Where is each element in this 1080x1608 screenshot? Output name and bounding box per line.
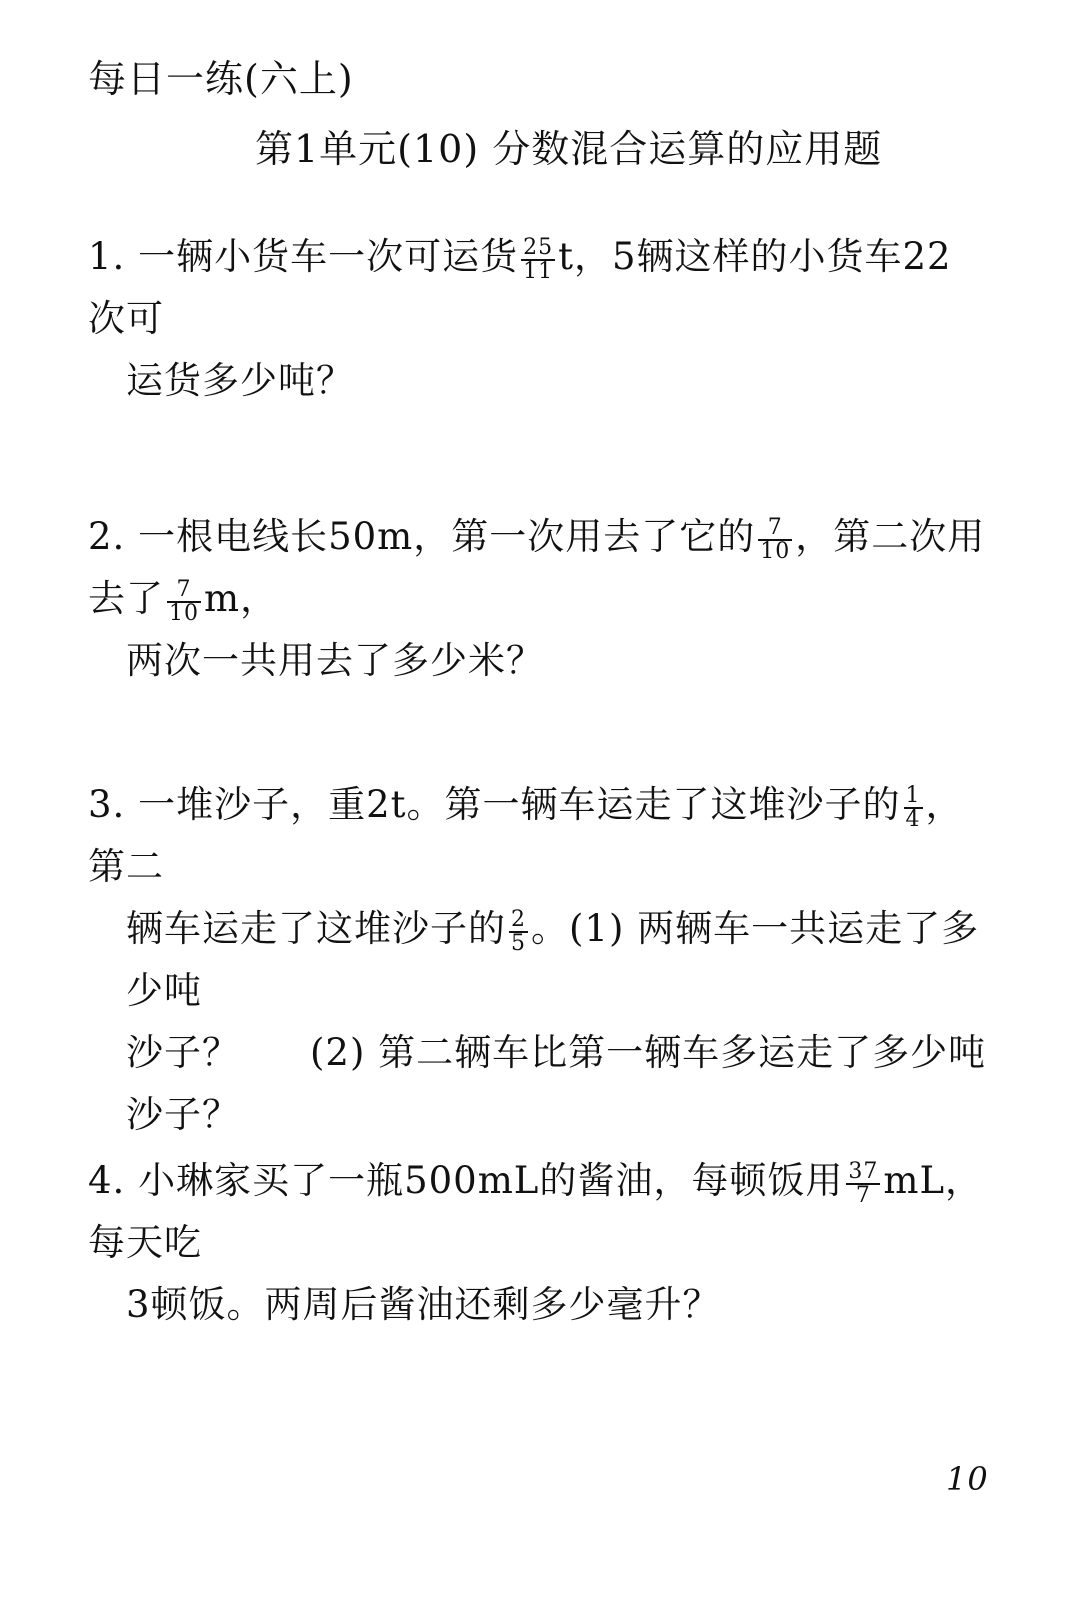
problem-1-line-2: 运货多少吨？ — [126, 359, 354, 402]
numerator: 37 — [848, 1158, 879, 1184]
fraction — [846, 1158, 880, 1208]
problem-2-line-1 — [88, 506, 988, 630]
page-number: 10 — [946, 1460, 989, 1498]
denominator: 10 — [169, 600, 199, 626]
problem-2-line-2: 两次一共用去了多少米？ — [126, 639, 544, 682]
problem-text: 一辆小货车一次可运货 — [138, 235, 519, 278]
problem-2 — [88, 506, 988, 692]
denominator: 10 — [760, 538, 791, 564]
problem-4-line-1 — [88, 1150, 988, 1274]
problem-4-line-2: 3顿饭。两周后酱油还剩多少毫升？ — [126, 1283, 721, 1326]
problem-4 — [88, 1150, 988, 1336]
problem-3-line-2 — [88, 898, 988, 1022]
page-title: 第1单元(10) 分数混合运算的应用题 — [255, 127, 883, 171]
fraction — [521, 234, 555, 284]
problem-text: 一根电线长50m，第一次用去了它的 — [138, 515, 756, 558]
problem-number: 4. — [88, 1159, 126, 1202]
problem-3-line-3 — [88, 1022, 988, 1146]
problem-text: 。(1) 两辆车一共运走了多少吨 — [126, 907, 980, 1012]
problem-text: t，5辆这样的小货车22次可 — [88, 235, 952, 340]
numerator: 7 — [758, 517, 792, 541]
denominator: 7 — [855, 1182, 871, 1208]
problem-text: ，第二次用去了 — [88, 515, 986, 620]
problem-1-line-1 — [88, 226, 988, 350]
denominator: 4 — [905, 806, 921, 832]
numerator: 2 — [511, 906, 526, 932]
denominator: 5 — [511, 930, 526, 956]
numerator: 25 — [523, 234, 554, 260]
numerator: 1 — [905, 782, 921, 808]
problem-text: 辆车运走了这堆沙子的 — [126, 907, 506, 950]
problem-number: 3. — [88, 783, 126, 826]
problem-text: m， — [204, 577, 279, 620]
sub-question-1-tail: 沙子？ — [126, 1031, 240, 1074]
problem-text: mL，每天吃 — [88, 1159, 984, 1264]
fraction — [167, 576, 201, 626]
problem-1 — [88, 226, 988, 412]
problem-text: ，第二 — [88, 783, 964, 888]
fraction — [904, 782, 923, 832]
sub-question-2: (2) 第二辆车比第一辆车多运走了多少吨沙子？ — [126, 1031, 987, 1136]
problem-3 — [88, 774, 988, 1146]
fraction — [758, 514, 792, 564]
numerator: 7 — [167, 579, 201, 603]
fraction — [509, 906, 528, 956]
problem-text: 小琳家买了一瓶500mL的酱油，每顿饭用 — [138, 1159, 844, 1202]
problem-text: 一堆沙子，重2t。第一辆车运走了这堆沙子的 — [138, 783, 901, 826]
problem-3-line-1 — [88, 774, 988, 898]
problem-number: 2. — [88, 515, 126, 558]
denominator: 11 — [523, 258, 554, 284]
problem-number: 1. — [88, 235, 126, 278]
series-label: 每日一练(六上) — [88, 57, 354, 101]
